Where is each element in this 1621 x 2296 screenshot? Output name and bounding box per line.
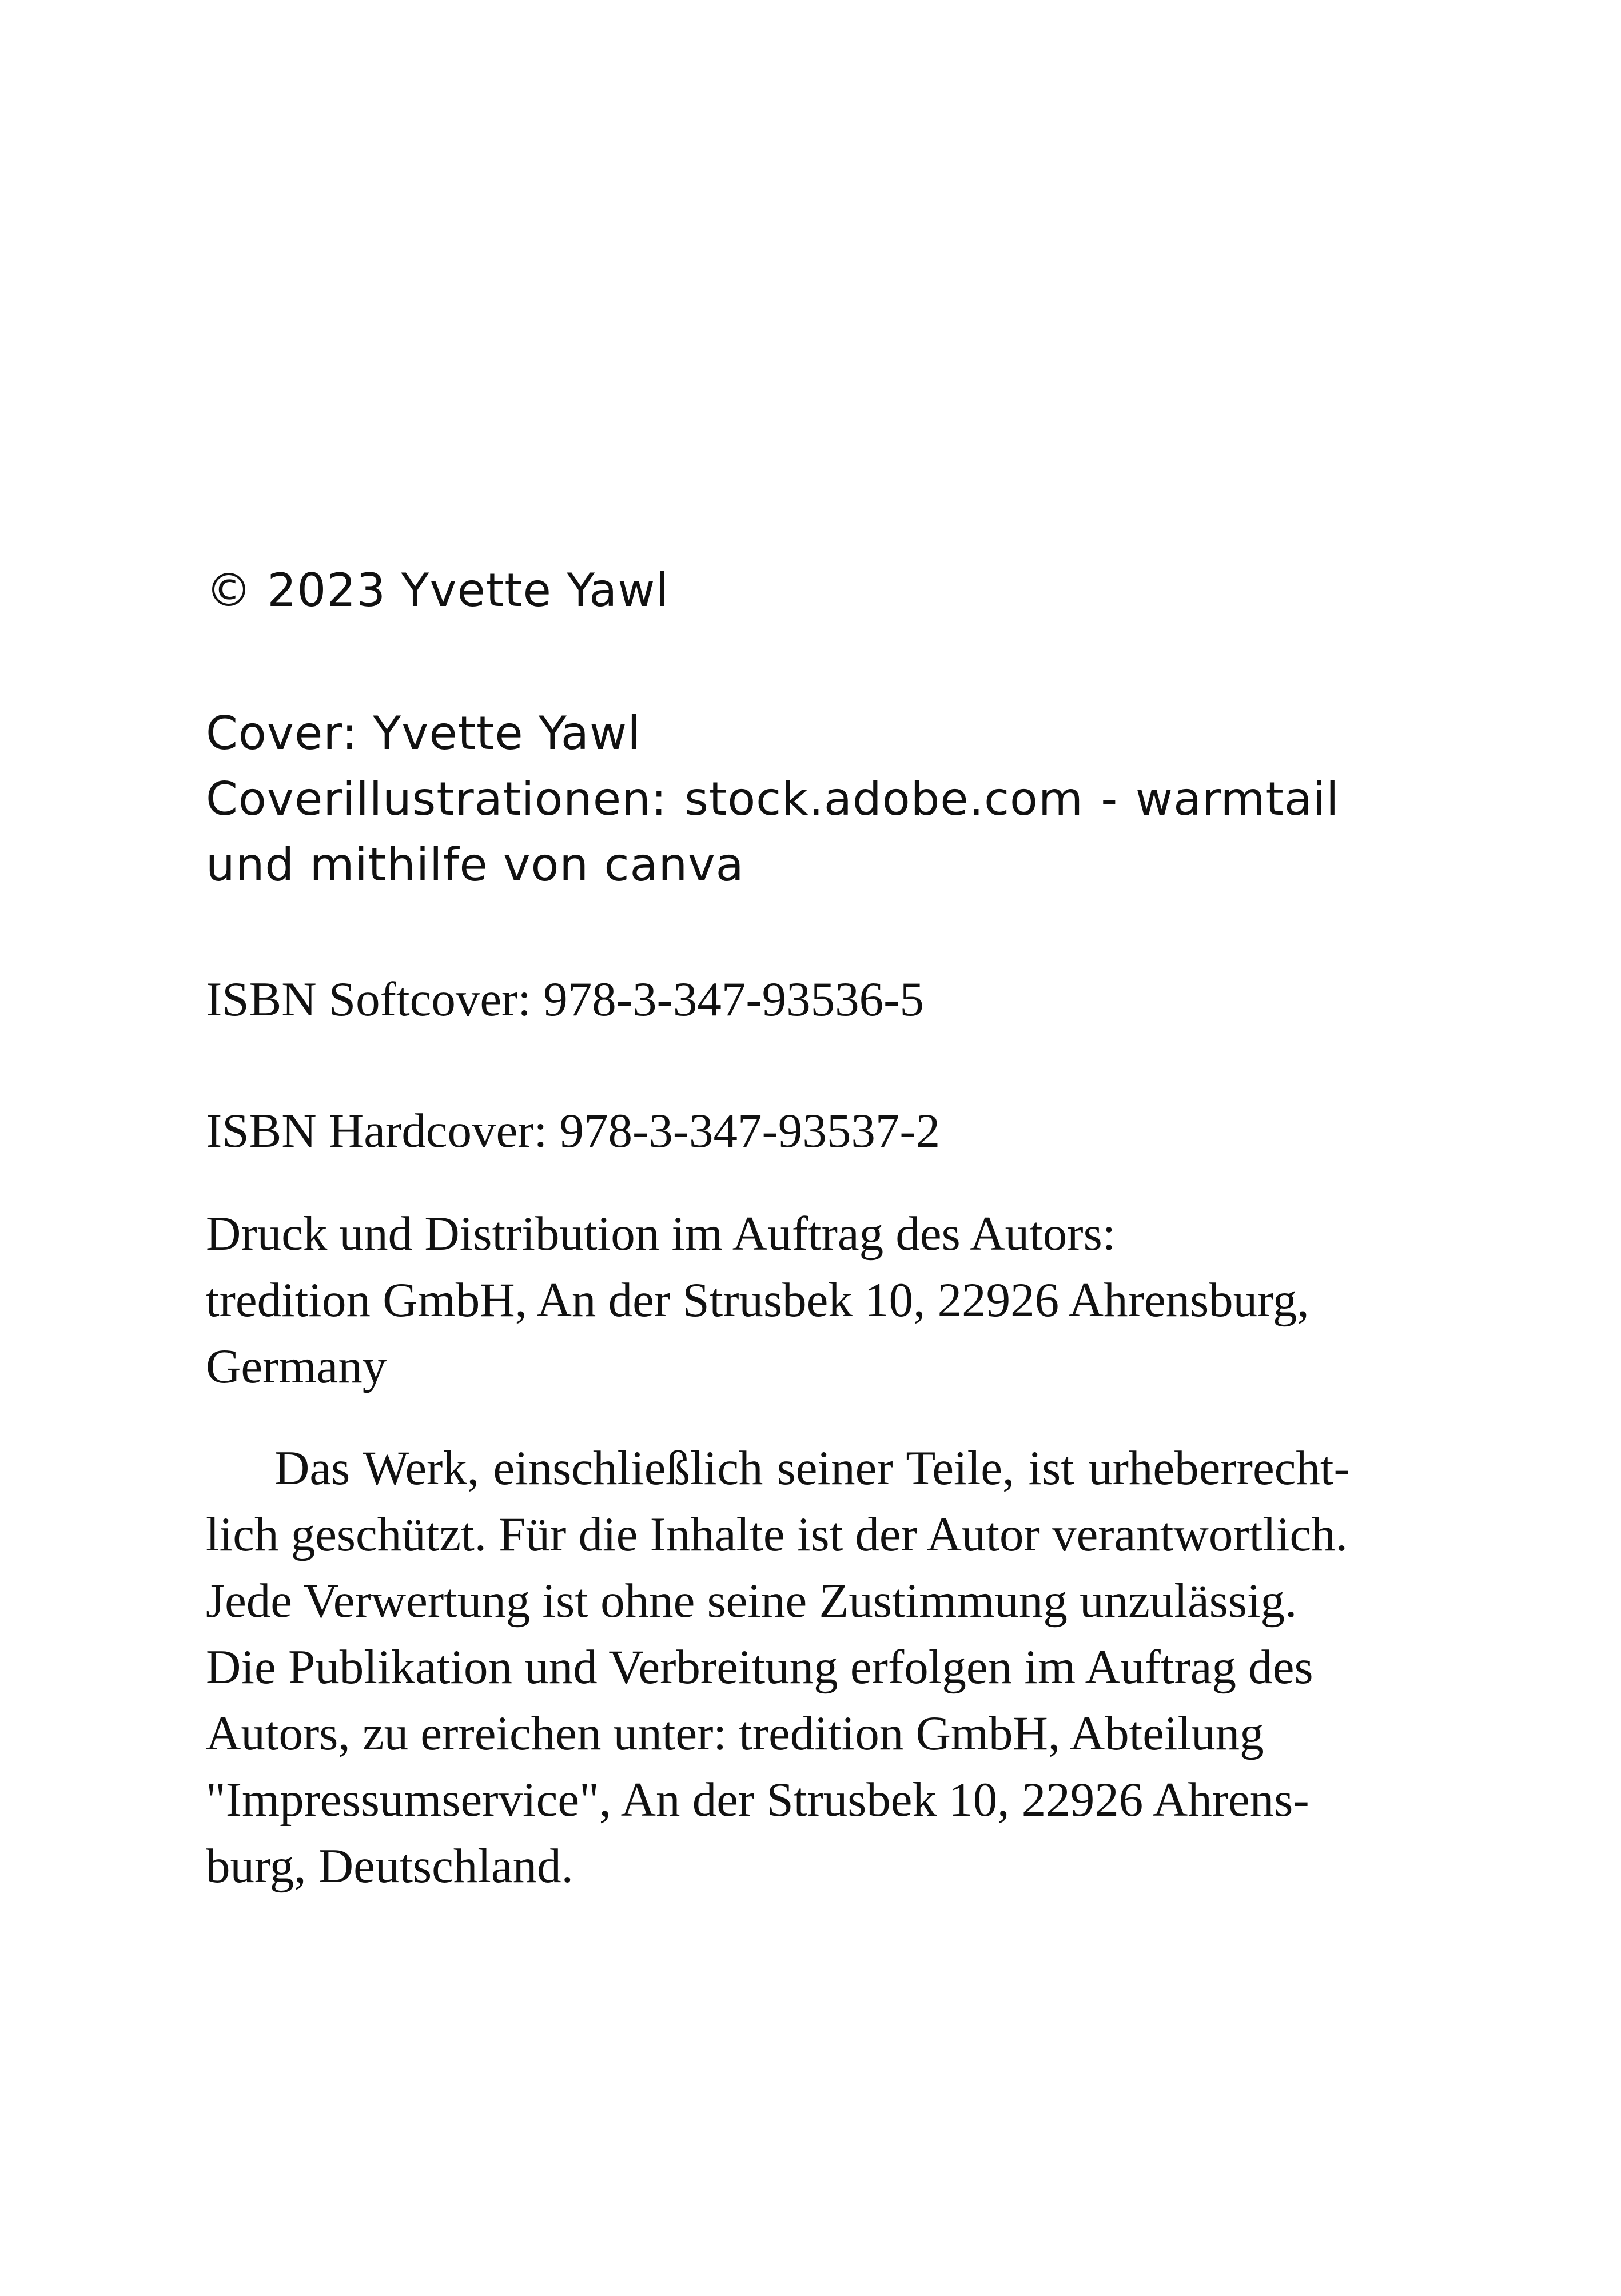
printing-line-1: Druck und Distribution im Auftrag des Autors:: [206, 1207, 1116, 1261]
isbn-softcover-line: ISBN Softcover: 978-3-347-93536-5: [206, 972, 924, 1026]
isbn-hardcover: [206, 1098, 940, 1164]
legal-line-4: Die Publikation und Verbreitung erfolgen im Auftrag des: [206, 1640, 1313, 1694]
copyright-notice: [206, 557, 669, 623]
legal-line-5: Autors, zu erreichen unter: tredition GmbH, Abteilung: [206, 1707, 1264, 1760]
legal-line-7: burg, Deutschland.: [206, 1839, 573, 1893]
cover-illustration-line: Coverillustrationen: stock.adobe.com - warmtail: [206, 772, 1340, 826]
cover-illustration-line-continued: und mithilfe von canva: [206, 838, 744, 891]
printing-line-2: tredition GmbH, An der Strusbek 10, 22926 Ahrensburg,: [206, 1273, 1309, 1327]
copyright-line: © 2023 Yvette Yawl: [206, 564, 669, 617]
printing-distribution: [206, 1201, 1309, 1400]
legal-line-6: "Impressumservice", An der Strusbek 10, 22926 Ahrens-: [206, 1773, 1309, 1827]
cover-credits: [206, 700, 1339, 898]
legal-line-2: lich geschützt. Für die Inhalte ist der Autor verantwortlich.: [206, 1508, 1348, 1561]
cover-credit-line: Cover: Yvette Yawl: [206, 707, 641, 760]
isbn-softcover: [206, 966, 924, 1033]
legal-line-1: Das Werk, einschließlich seiner Teile, ist urheberrecht-: [274, 1441, 1350, 1495]
isbn-hardcover-line: ISBN Hardcover: 978-3-347-93537-2: [206, 1104, 941, 1158]
legal-notice: [206, 1435, 1350, 1899]
printing-line-3: Germany: [206, 1340, 387, 1393]
legal-line-3: Jede Verwertung ist ohne seine Zustimmung unzulässig.: [206, 1574, 1297, 1628]
